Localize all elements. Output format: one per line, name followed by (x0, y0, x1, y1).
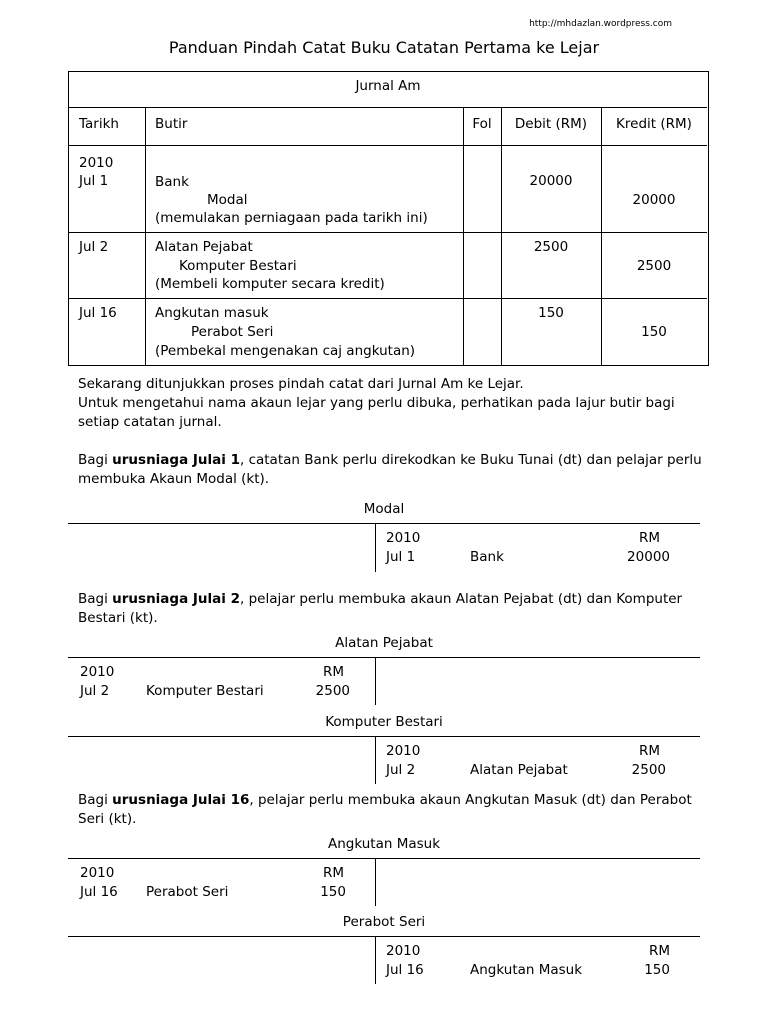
ledger-date: Jul 16 (80, 884, 118, 900)
entry-narration: (Membeli komputer secara kredit) (155, 276, 385, 292)
section-text: Seri (kt). (78, 811, 137, 827)
section-highlight: urusniaga Julai 1 (112, 452, 240, 468)
ledger-date: Jul 2 (386, 762, 416, 778)
ledger-account: Angkutan Masuk (470, 962, 583, 978)
ledger-top-rule (68, 523, 700, 524)
entry-narration: (Pembekal mengenakan caj angkutan) (155, 343, 416, 359)
ledger-account: Perabot Seri (146, 884, 229, 900)
ledger-title: Alatan Pejabat (335, 635, 433, 651)
ledger-date: Jul 2 (80, 683, 110, 699)
ledger-date: Jul 16 (386, 962, 424, 978)
entry-debit-account: Alatan Pejabat (155, 239, 253, 255)
entry-credit-amount: 20000 (632, 192, 676, 208)
entry-narration: (memulakan perniagaan pada tarikh ini) (155, 210, 428, 226)
ledger-amount: 150 (644, 962, 670, 978)
ledger-top-rule (68, 858, 700, 859)
ledger-account: Komputer Bestari (146, 683, 264, 699)
col-header-details: Butir (155, 116, 188, 132)
ledger-center-rule (375, 523, 376, 572)
col-header-debit: Debit (RM) (514, 116, 588, 132)
ledger-currency: RM (648, 943, 670, 959)
entry-credit-amount: 2500 (636, 258, 672, 274)
ledger-amount: 2500 (315, 683, 350, 699)
ledger-center-rule (375, 936, 376, 984)
ledger-year: 2010 (80, 865, 115, 881)
intro-line: setiap catatan jurnal. (78, 414, 222, 430)
table-divider (69, 145, 707, 146)
ledger-center-rule (375, 657, 376, 705)
ledger-amount: 2500 (631, 762, 666, 778)
entry-debit-amount: 2500 (533, 239, 569, 255)
table-divider (145, 108, 146, 365)
ledger-currency: RM (638, 530, 660, 546)
ledger-top-rule (68, 657, 700, 658)
ledger-account: Bank (470, 549, 504, 565)
ledger-top-rule (68, 936, 700, 937)
ledger-year: 2010 (386, 530, 421, 546)
ledger-title: Modal (363, 501, 405, 517)
page-title: Panduan Pindah Catat Buku Catatan Pertama ke Lejar (168, 38, 600, 57)
col-header-date: Tarikh (79, 116, 119, 132)
ledger-year: 2010 (80, 664, 115, 680)
ledger-title: Perabot Seri (342, 914, 426, 930)
section-highlight: urusniaga Julai 16 (112, 792, 250, 808)
entry-credit-account: Komputer Bestari (179, 258, 297, 274)
intro-line: Untuk mengetahui nama akaun lejar yang perlu dibuka, perhatikan pada lajur butir bagi (78, 395, 675, 411)
entry-date: Jul 1 (79, 173, 109, 189)
section-text: Bagi urusniaga Julai 1, catatan Bank perlu direkodkan ke Buku Tunai (dt) dan pelajar perlu (78, 452, 702, 468)
ledger-currency: RM (322, 865, 344, 881)
ledger-top-rule (68, 736, 700, 737)
journal-year: 2010 (79, 155, 114, 171)
table-divider (69, 107, 707, 108)
table-divider (463, 108, 464, 365)
ledger-currency: RM (322, 664, 344, 680)
entry-credit-account: Perabot Seri (191, 324, 274, 340)
ledger-amount: 150 (320, 884, 346, 900)
ledger-year: 2010 (386, 743, 421, 759)
ledger-currency: RM (638, 743, 660, 759)
table-divider (69, 298, 707, 299)
section-text: Bagi urusniaga Julai 2, pelajar perlu membuka akaun Alatan Pejabat (dt) dan Komputer (78, 591, 683, 607)
table-divider (69, 232, 707, 233)
entry-credit-account: Modal (207, 192, 248, 208)
journal-table (68, 71, 709, 366)
ledger-center-rule (375, 858, 376, 906)
col-header-folio: Fol (472, 116, 492, 132)
col-header-credit: Kredit (RM) (616, 116, 692, 132)
ledger-title: Angkutan Masuk (327, 836, 441, 852)
entry-debit-account: Bank (155, 174, 189, 190)
journal-title: Jurnal Am (355, 78, 421, 94)
intro-line: Sekarang ditunjukkan proses pindah catat dari Jurnal Am ke Lejar. (78, 376, 524, 392)
entry-debit-amount: 150 (538, 305, 564, 321)
ledger-amount: 20000 (627, 549, 670, 565)
entry-debit-account: Angkutan masuk (155, 305, 269, 321)
section-highlight: urusniaga Julai 2 (112, 591, 240, 607)
section-text: Bestari (kt). (78, 610, 158, 626)
ledger-title: Komputer Bestari (325, 714, 443, 730)
site-url: http://mhdazlan.wordpress.com (529, 19, 672, 29)
ledger-year: 2010 (386, 943, 421, 959)
section-text: Bagi urusniaga Julai 16, pelajar perlu membuka akaun Angkutan Masuk (dt) dan Perabot (78, 792, 692, 808)
section-text: membuka Akaun Modal (kt). (78, 471, 270, 487)
entry-date: Jul 2 (79, 239, 109, 255)
entry-credit-amount: 150 (641, 324, 667, 340)
table-divider (501, 108, 502, 365)
ledger-date: Jul 1 (386, 549, 416, 565)
ledger-center-rule (375, 736, 376, 784)
entry-date: Jul 16 (79, 305, 117, 321)
ledger-account: Alatan Pejabat (470, 762, 568, 778)
entry-debit-amount: 20000 (529, 173, 573, 189)
